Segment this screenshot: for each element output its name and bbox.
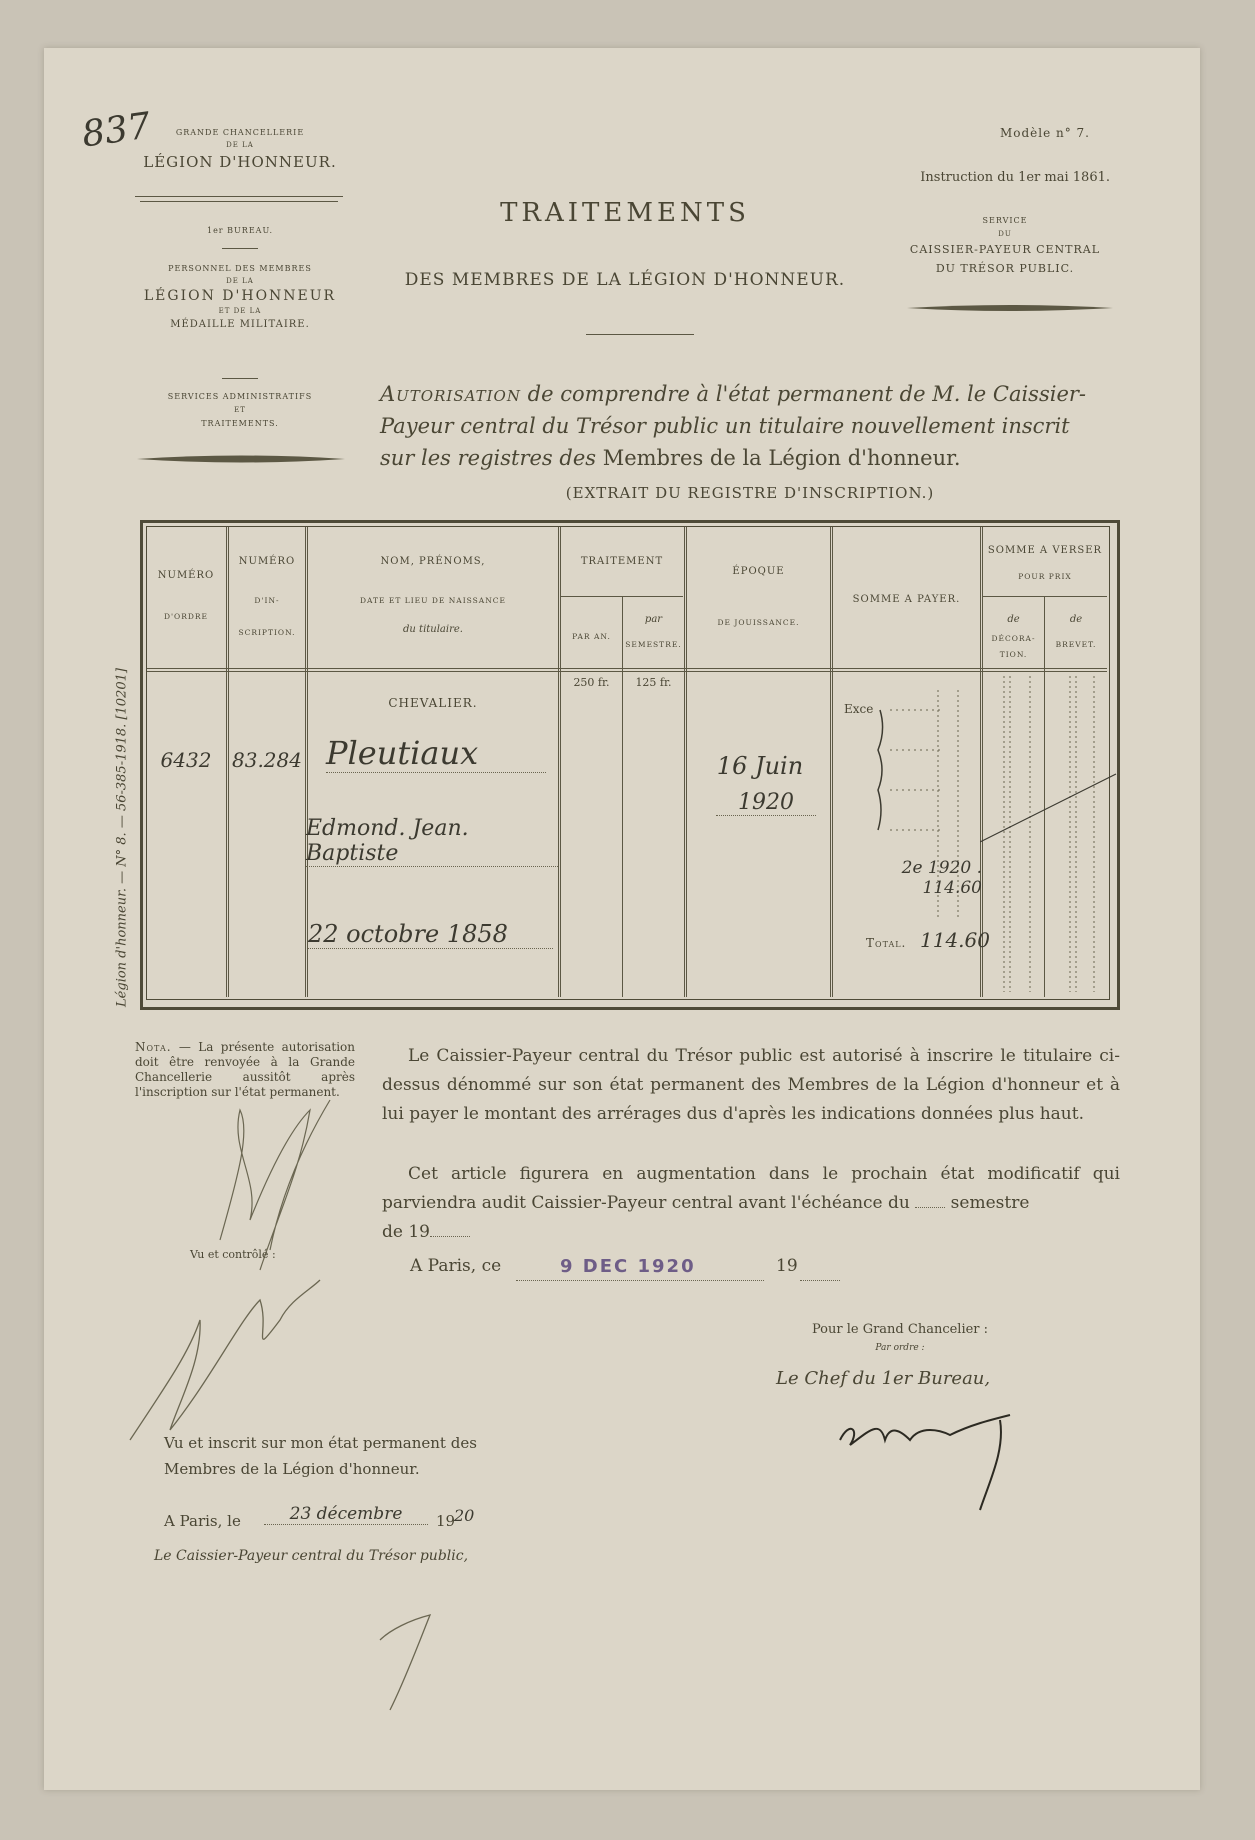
personnel-line3: LÉGION D'HONNEUR <box>143 288 337 304</box>
personnel-line5: MÉDAILLE MILITAIRE. <box>170 319 310 330</box>
th-ordre: D'ORDRE <box>163 612 208 621</box>
inscription-place: A Paris, le <box>164 1512 241 1530</box>
left-header-services <box>135 392 345 428</box>
cell-epoque-day: 16 Juin <box>716 752 804 780</box>
nota-text: — La présente autorisation doit être renvoyée à la Grande Chancellerie aussitôt après l'inscription sur l'état permanent. <box>135 1040 355 1099</box>
caissier-signature <box>370 1600 480 1720</box>
cell-nom: Pleutiaux <box>326 734 546 773</box>
left-header <box>135 128 345 171</box>
th-brevet: BREVET. <box>1055 640 1097 649</box>
left-header-line2: DE LA <box>226 141 254 149</box>
left-header-bureau: 1er BUREAU. <box>206 226 273 235</box>
body-year: 19 <box>776 1256 798 1276</box>
left-header-line1: GRANDE CHANCELLERIE <box>175 128 305 137</box>
left-header-flourish <box>135 452 347 466</box>
th-tion: TION. <box>999 650 1028 659</box>
authorization-text3a: sur les registres des <box>380 446 597 470</box>
th-de1: de <box>1007 614 1020 625</box>
services-line2: ET <box>234 406 246 414</box>
cell-par-an: 250 fr. <box>573 676 610 689</box>
inscription-text <box>164 1430 544 1482</box>
body-p2c: de 19 <box>382 1222 430 1242</box>
vu-controle-label: Vu et contrôlé : <box>190 1248 276 1261</box>
services-line3: TRAITEMENTS. <box>201 419 279 428</box>
authorization-text <box>380 378 1120 474</box>
body-p2b: semestre <box>950 1193 1030 1213</box>
cell-total-label: Total. <box>866 936 907 950</box>
cell-ordre: 6432 <box>160 748 212 772</box>
right-header-service <box>900 216 1110 275</box>
authorization-text3b: Membres de la Légion d'honneur. <box>596 446 961 470</box>
inscription-text1: Vu et inscrit sur mon état permanent des <box>164 1434 477 1452</box>
margin-note: 837 <box>79 105 154 156</box>
th-nom: NOM, PRÉNOMS, <box>380 556 486 567</box>
cell-inscription: 83.284 <box>232 748 302 772</box>
service-line3: CAISSIER-PAYEUR CENTRAL <box>909 243 1101 256</box>
th-traitement: TRAITEMENT <box>580 556 664 567</box>
th-de2: de <box>1069 614 1083 625</box>
th-jouissance: DE JOUISSANCE. <box>717 618 800 627</box>
service-line1: SERVICE <box>982 216 1028 225</box>
page-title: TRAITEMENTS <box>500 198 750 228</box>
side-print: Légion d'honneur. — N° 8. — 56-385-1918. [10201] <box>114 668 130 1007</box>
personnel-line2: DE LA <box>226 277 254 285</box>
cell-naissance: 22 octobre 1858 <box>308 920 553 949</box>
nota-label: Nota. <box>135 1040 172 1054</box>
th-paran: PAR AN. <box>572 632 611 641</box>
authorization-text2: Payeur central du Trésor public un titulaire nouvellement inscrit <box>380 414 1070 438</box>
body-p2a: Cet article figurera en augmentation dans le prochain état modificatif qui parviendra audit Caissier-Payeur central avant l'échéance du <box>382 1164 1120 1213</box>
left-header-personnel <box>135 264 345 330</box>
th-par: par <box>644 614 663 625</box>
th-numero2: NUMÉRO <box>238 556 296 567</box>
body-place: A Paris, ce <box>410 1256 502 1276</box>
instruction-date: Instruction du 1er mai 1861. <box>920 170 1110 185</box>
th-dins: D'IN- <box>254 596 280 605</box>
cell-prenoms: Edmond. Jean. Baptiste <box>306 816 558 867</box>
th-semestre: SEMESTRE. <box>625 640 682 649</box>
service-line2: DU <box>998 230 1012 238</box>
signature-line1: Pour le Grand Chancelier : <box>811 1322 989 1337</box>
inscription-date: 23 décembre <box>264 1504 428 1525</box>
chief-signature <box>830 1400 1030 1520</box>
extract-label: (EXTRAIT DU REGISTRE D'INSCRIPTION.) <box>565 484 935 502</box>
th-somme-verser: SOMME A VERSER <box>987 545 1103 556</box>
th-numero: NUMÉRO <box>157 570 215 581</box>
th-scription: SCRIPTION. <box>238 628 296 637</box>
cell-total: 114.60 <box>920 928 990 952</box>
model-number: Modèle n° 7. <box>999 126 1090 140</box>
th-date: DATE ET LIEU DE NAISSANCE <box>359 596 506 605</box>
personnel-line4: ET DE LA <box>218 307 262 315</box>
signature-block <box>770 1322 1030 1353</box>
personnel-line1: PERSONNEL DES MEMBRES <box>168 264 312 273</box>
authorization-text1: de comprendre à l'état permanent de M. le Caissier- <box>520 382 1087 406</box>
inscription-year-hand: 20 <box>454 1506 475 1525</box>
left-header-legion: LÉGION D'HONNEUR. <box>143 153 337 171</box>
inscription-year: 19 <box>436 1512 456 1530</box>
signature-line2: Par ordre : <box>875 1343 925 1353</box>
body-paragraph-2 <box>382 1160 1120 1247</box>
cell-epoque-year: 1920 <box>716 790 816 816</box>
page-subtitle: DES MEMBRES DE LA LÉGION D'HONNEUR. <box>404 270 846 290</box>
th-titulaire: du titulaire. <box>403 624 463 635</box>
date-stamp: 9 DEC 1920 <box>560 1256 696 1277</box>
year-line <box>800 1258 840 1281</box>
th-decoration: DÉCORA- <box>991 634 1036 643</box>
inscription-text2: Membres de la Légion d'honneur. <box>164 1460 420 1478</box>
body-paragraph-1: Le Caissier-Payeur central du Trésor public est autorisé à inscrire le titulaire ci-dessus dénommé sur son état permanent des Membres de la Légion d'honneur et à lui payer le montant des arrérages dus d'après les indications données plus haut. <box>382 1046 1120 1124</box>
th-somme: SOMME A PAYER. <box>852 594 961 605</box>
cell-somme-line: 2e 1920 . 114.60 <box>901 858 982 898</box>
th-epoque: ÉPOQUE <box>732 566 785 577</box>
inscription-caissier: Le Caissier-Payeur central du Trésor public, <box>154 1548 469 1564</box>
cell-semestre: 125 fr. <box>635 676 672 689</box>
cell-ex: Exce <box>844 702 874 716</box>
right-header-flourish <box>905 302 1115 314</box>
th-pour-prix: POUR PRIX <box>1018 572 1072 581</box>
authorization-lead: Autorisation <box>380 382 521 406</box>
cell-grade: CHEVALIER. <box>388 696 478 710</box>
signature-line3: Le Chef du 1er Bureau, <box>776 1368 991 1389</box>
strike-line <box>980 770 1120 850</box>
service-line4: DU TRÉSOR PUBLIC. <box>935 262 1075 275</box>
services-line1: SERVICES ADMINISTRATIFS <box>167 392 313 401</box>
